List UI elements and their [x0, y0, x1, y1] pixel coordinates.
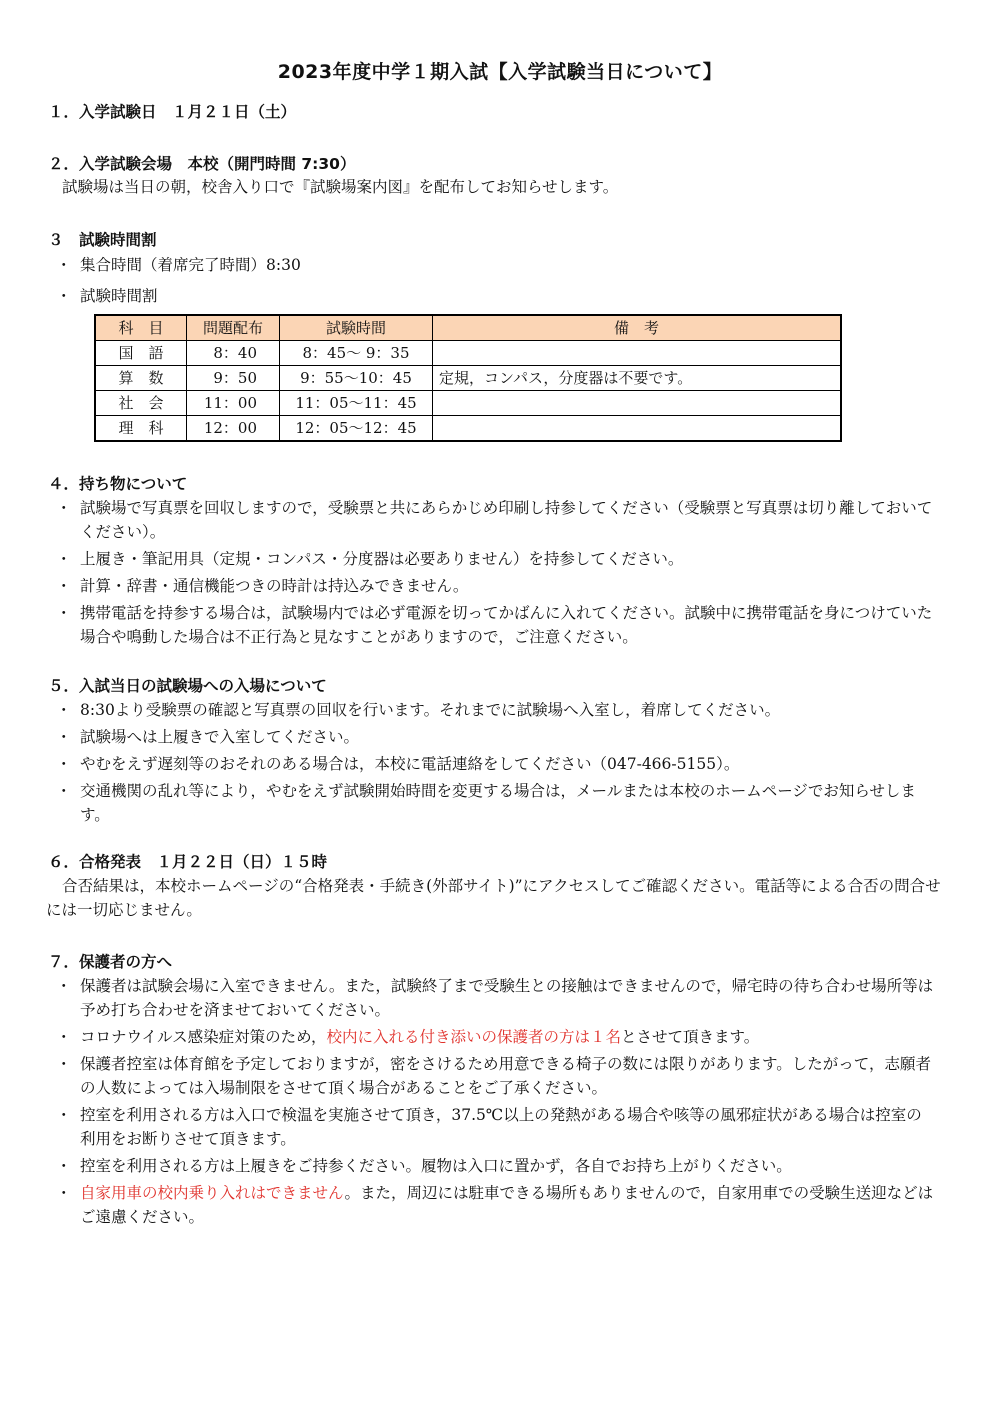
remarks-cell — [433, 391, 842, 416]
subject-cell: 理 科 — [95, 416, 187, 442]
column-header: 問題配布 — [187, 315, 280, 341]
exam-time-cell: 11：05～11：45 — [280, 391, 433, 416]
list-item-text: とさせて頂きます。 — [620, 1028, 760, 1046]
list-item-text: コロナウイルス感染症対策のため， — [80, 1028, 327, 1046]
section-4-heading: ４．持ち物について — [48, 475, 188, 493]
column-header: 科 目 — [95, 315, 187, 341]
table-header-row — [95, 315, 841, 341]
page-title: 2023年度中学１期入試【入学試験当日について】 — [277, 61, 723, 83]
remarks-cell — [433, 341, 842, 366]
subject-cell: 算 数 — [95, 366, 187, 391]
list-item: ・ 控室を利用される方は上履きをご持参ください。履物は入口に置かず，各自でお持ち上がりください。 — [56, 1154, 936, 1178]
table-row — [95, 416, 841, 442]
table-row — [95, 366, 841, 391]
section-3-bullets-2 — [56, 284, 936, 311]
column-header: 備 考 — [433, 315, 842, 341]
list-item: ・ 計算・辞書・通信機能つきの時計は持込みできません。 — [56, 574, 936, 598]
list-item: ・ やむをえず遅刻等のおそれのある場合は，本校に電話連絡をしてください（047-466-5155）。 — [56, 752, 936, 776]
section-2-heading: ２．入学試験会場 本校（開門時間 7:30） — [48, 155, 356, 173]
exam-time-cell: 9：55～10：45 — [280, 366, 433, 391]
list-item — [56, 1025, 936, 1049]
remarks-cell — [433, 416, 842, 442]
list-item: ・ 試験場で写真票を回収しますので，受験票と共にあらかじめ印刷し持参してください（受験票と写真票は切り離しておいてください）。 — [56, 496, 936, 544]
distribution-time-cell: 11：00 — [187, 391, 280, 416]
emphasis-text: 校内に入れる付き添いの保護者の方は１名 — [326, 1028, 621, 1046]
list-item: ・ 控室を利用される方は入口で検温を実施させて頂き，37.5℃以上の発熱がある場合や咳等の風邪症状がある場合は控室の利用をお断りさせて頂きます。 — [56, 1103, 936, 1151]
section-7-list — [56, 974, 936, 1232]
section-7-heading: ７．保護者の方へ — [48, 953, 173, 971]
list-item — [56, 1181, 936, 1229]
list-item: ・ 携帯電話を持参する場合は，試験場内では必ず電源を切ってかばんに入れてください。試験中に携帯電話を身につけていた場合や鳴動した場合は不正行為と見なすことがありますので，ご注意ください。 — [56, 601, 936, 649]
section-6-heading: ６．合格発表 １月２２日（日）１５時 — [48, 853, 328, 871]
list-item: ・ 保護者控室は体育館を予定しておりますが，密をさけるため用意できる椅子の数には限りがあります。したがって，志願者の人数によっては入場制限をさせて頂く場合があることをご了承ください。 — [56, 1052, 936, 1100]
subject-cell: 社 会 — [95, 391, 187, 416]
table-row — [95, 391, 841, 416]
remarks-cell: 定規，コンパス，分度器は不要です。 — [433, 366, 842, 391]
section-5-list — [56, 698, 936, 830]
distribution-time-cell: 8：40 — [187, 341, 280, 366]
list-item: ・ 試験時間割 — [56, 284, 936, 308]
subject-cell: 国 語 — [95, 341, 187, 366]
section-3-bullets — [56, 253, 936, 280]
list-item-text: 。また，周辺には駐車できる場所もありませんので，自家用車での受験生送迎などはご遠慮ください。 — [80, 1184, 934, 1226]
distribution-time-cell: 12：00 — [187, 416, 280, 442]
section-6-text: 合否結果は，本校ホームページの“合格発表・手続き(外部サイト)”にアクセスしてご確認ください。電話等による合否の問合せには一切応じません。 — [46, 877, 941, 919]
list-item: ・ 保護者は試験会場に入室できません。また，試験終了まで受験生との接触はできませんので，帰宅時の待ち合わせ場所等は予め打ち合わせを済ませておいてください。 — [56, 974, 936, 1022]
section-2-text: 試験場は当日の朝，校舎入り口で『試験場案内図』を配布してお知らせします。 — [62, 178, 619, 196]
section-1-heading: １．入学試験日 １月２１日（土） — [48, 103, 297, 121]
list-item: ・ 試験場へは上履きで入室してください。 — [56, 725, 936, 749]
exam-schedule-table — [94, 314, 842, 442]
table-row — [95, 341, 841, 366]
column-header: 試験時間 — [280, 315, 433, 341]
emphasis-text: 自家用車の校内乗り入れはできません — [80, 1184, 345, 1202]
section-5-heading: ５．入試当日の試験場への入場について — [48, 677, 327, 695]
section-3-heading: ３ 試験時間割 — [48, 231, 157, 249]
exam-time-cell: 12：05～12：45 — [280, 416, 433, 442]
list-item: ・ 8:30より受験票の確認と写真票の回収を行います。それまでに試験場へ入室し，着席してください。 — [56, 698, 936, 722]
section-4-list — [56, 496, 936, 652]
list-item: ・ 上履き・筆記用具（定規・コンパス・分度器は必要ありません）を持参してください。 — [56, 547, 936, 571]
distribution-time-cell: 9：50 — [187, 366, 280, 391]
list-item: ・ 集合時間（着席完了時間）8:30 — [56, 253, 936, 277]
list-item: ・ 交通機関の乱れ等により，やむをえず試験開始時間を変更する場合は，メールまたは本校のホームページでお知らせします。 — [56, 779, 936, 827]
exam-time-cell: 8：45～ 9：35 — [280, 341, 433, 366]
